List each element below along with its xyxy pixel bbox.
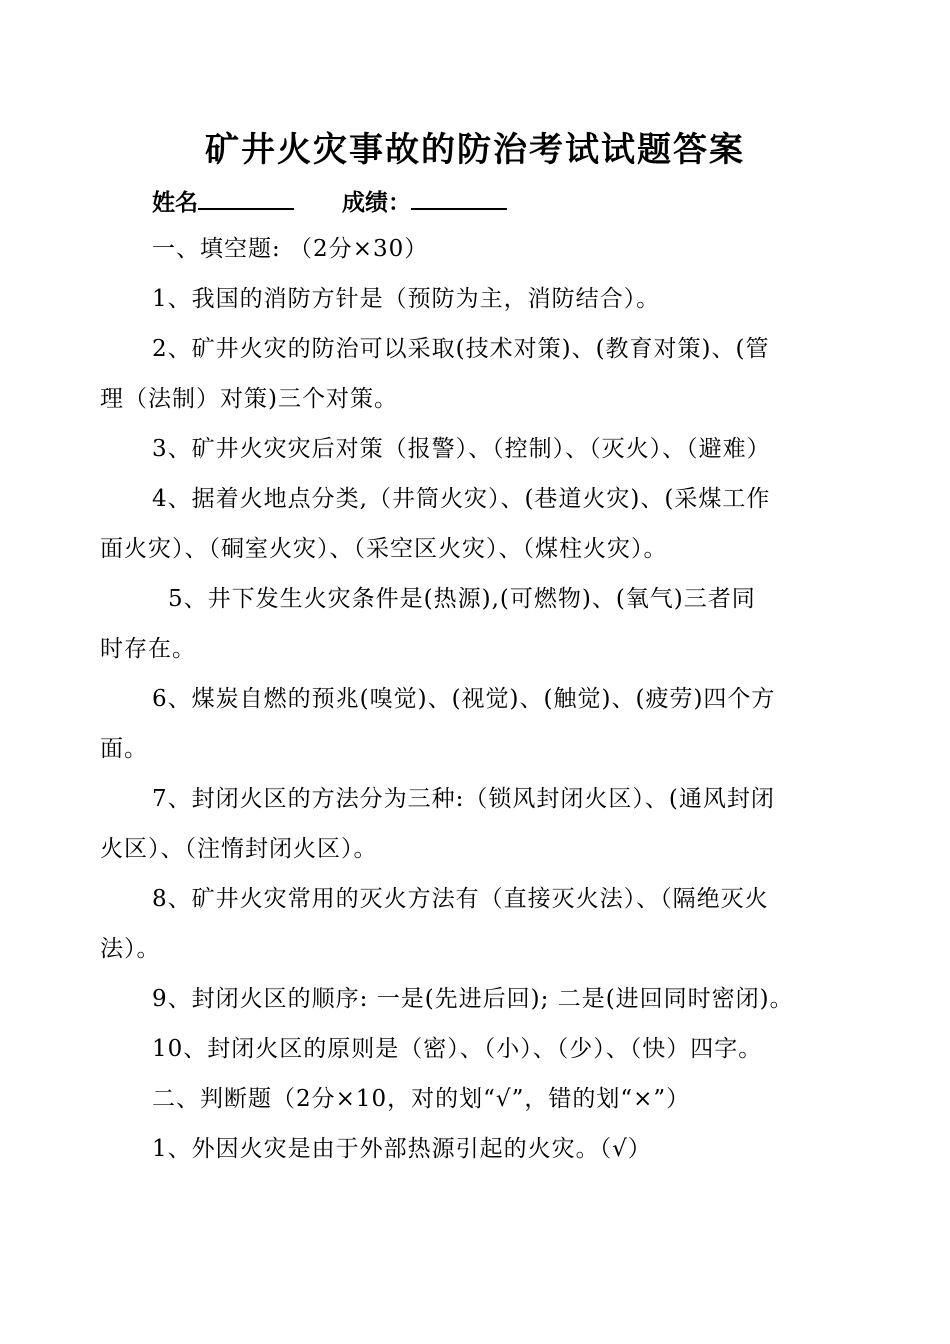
question-line: 法）。 bbox=[100, 936, 161, 962]
question-line: 时存在。 bbox=[100, 636, 196, 662]
question-line: 面火灾）、（硐室火灾）、（采空区火灾）、（煤柱火灾）。 bbox=[100, 536, 668, 562]
question-line: 10、封闭火区的原则是（密）、（小）、（少）、（快）四字。 bbox=[152, 1036, 763, 1062]
name-blank bbox=[198, 184, 294, 210]
document-title: 矿井火灾事故的防治考试试题答案 bbox=[205, 130, 745, 170]
question-line: 9、封闭火区的顺序: 一是(先进后回); 二是(进回同时密闭)。 bbox=[152, 986, 794, 1012]
question-line: 4、据着火地点分类,（井筒火灾）、(巷道火灾)、(采煤工作 bbox=[152, 486, 771, 512]
question-line: 6、煤炭自燃的预兆(嗅觉)、(视觉)、(触觉)、(疲劳)四个方 bbox=[152, 686, 776, 712]
question-line: 1、我国的消防方针是（预防为主，消防结合）。 bbox=[152, 286, 661, 312]
name-score-row bbox=[152, 184, 507, 221]
question-line: 火区）、（注惰封闭火区）。 bbox=[100, 836, 378, 862]
score-label: 成绩： bbox=[342, 190, 411, 216]
question-line: 2、矿井火灾的防治可以采取(技术对策)、(教育对策)、(管 bbox=[152, 336, 770, 362]
question-line: 理（法制）对策)三个对策。 bbox=[100, 386, 398, 412]
score-blank bbox=[411, 184, 507, 210]
question-line: 8、矿井火灾常用的灭火方法有（直接灭火法）、（隔绝灭火 bbox=[152, 886, 769, 912]
question-line: 1、外因火灾是由于外部热源引起的火灾。（√） bbox=[152, 1136, 652, 1162]
question-line: 7、封闭火区的方法分为三种:（锁风封闭火区）、(通风封闭 bbox=[152, 786, 775, 812]
question-line: 面。 bbox=[100, 736, 148, 762]
section-heading-true-false: 二、判断题（2分×10，对的划“√”，错的划“×”） bbox=[152, 1086, 691, 1112]
question-line: 5、井下发生火灾条件是(热源),(可燃物)、(氧气)三者同 bbox=[168, 586, 756, 612]
name-label: 姓名 bbox=[152, 190, 198, 216]
section-heading-fill-blank: 一、填空题: （2分×30） bbox=[152, 236, 429, 262]
question-line: 3、矿井火灾灾后对策（报警）、（控制）、（灭火）、（避难） bbox=[152, 436, 771, 462]
